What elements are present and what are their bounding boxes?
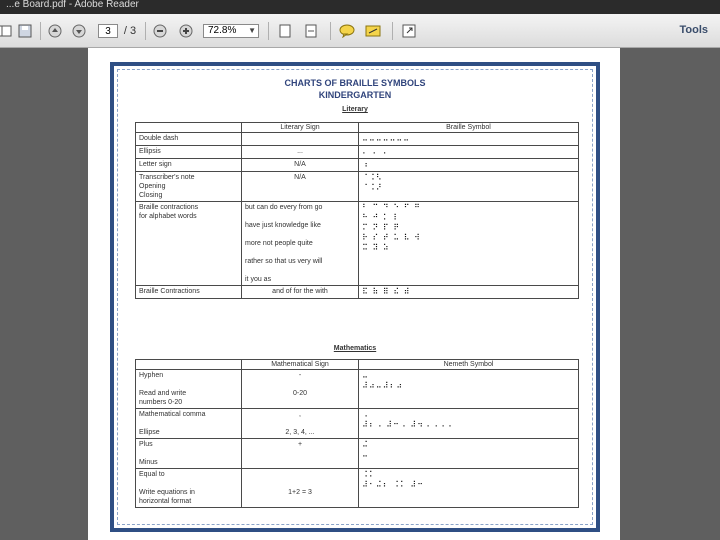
math-symbol-name-line: horizontal format — [139, 498, 192, 505]
math-symbol-name — [136, 370, 242, 409]
literary-symbol-name-line: Opening — [139, 183, 166, 190]
expand-icon[interactable] — [400, 23, 418, 39]
math-symbol-name-line: Write equations in — [139, 489, 195, 496]
literary-print-sign — [242, 172, 359, 202]
math-braille-cell — [359, 409, 579, 439]
math-print-sign-line — [245, 380, 355, 389]
math-print-sign-line: 0-20 — [292, 390, 307, 397]
literary-braille-dots: ⠓ ⠚ ⠅ ⠇ — [362, 213, 401, 222]
math-print-sign — [242, 439, 359, 469]
literary-print-sign-line: N/A — [294, 161, 306, 168]
literary-print-sign-line: but can do every from go — [245, 204, 323, 211]
fit-width-icon[interactable] — [302, 23, 320, 39]
math-header-row — [136, 360, 579, 370]
literary-braille-dots: ⠯ ⠷ ⠿ ⠮ ⠾ — [362, 287, 411, 296]
literary-print-sign-line: have just knowledge like — [245, 222, 321, 229]
math-print-sign — [242, 370, 359, 409]
toolbar — [0, 14, 720, 48]
literary-symbol-name — [136, 146, 242, 159]
zoom-in-icon[interactable] — [177, 23, 195, 39]
literary-symbol-name-line: for alphabet words — [139, 213, 197, 220]
next-page-icon[interactable] — [70, 23, 88, 39]
math-braille-dots: ⠤ — [362, 450, 369, 459]
math-symbol-name-line — [139, 479, 238, 488]
page-total: / 3 — [123, 25, 137, 37]
page-number-input[interactable]: 3 — [98, 24, 118, 38]
literary-braille-dots: ⠃ ⠉ ⠙ ⠑ ⠋ ⠛ — [362, 203, 421, 212]
previous-page-icon[interactable] — [46, 23, 64, 39]
literary-braille-dots: ⠍ ⠝ ⠏ ⠟ — [362, 223, 401, 232]
literary-braille-cell — [359, 133, 579, 146]
zoom-out-icon[interactable] — [151, 23, 169, 39]
literary-braille-dots: ⠗ ⠎ ⠞ ⠥ ⠧ ⠺ — [362, 233, 421, 242]
literary-row — [136, 159, 579, 172]
literary-print-sign — [242, 159, 359, 172]
math-symbol-name-line: Plus — [139, 441, 153, 448]
literary-braille-dots: ⠭ ⠽ ⠵ — [362, 243, 390, 252]
math-print-sign-line: + — [297, 441, 303, 448]
math-symbol-name-line — [139, 380, 238, 389]
literary-symbol-name-line: Braille contractions — [139, 204, 199, 211]
tools-button[interactable]: Tools — [679, 24, 708, 36]
literary-heading: Literary — [342, 106, 368, 113]
literary-braille-dots: ⠤⠤⠤⠤⠤⠤⠤ — [362, 134, 411, 143]
literary-print-sign-line: and of for the with — [272, 288, 328, 295]
sidebar-icon[interactable] — [0, 23, 14, 39]
literary-print-sign-line — [245, 134, 355, 143]
literary-print-sign-line — [245, 266, 355, 275]
literary-braille-cell — [359, 202, 579, 286]
math-symbol-name-line: Read and write — [139, 390, 187, 397]
literary-symbol-name-line: Ellipsis — [139, 148, 161, 155]
math-braille-dots: ⠬ — [362, 440, 369, 449]
literary-row — [136, 133, 579, 146]
math-symbol-name — [136, 409, 242, 439]
math-braille-cell — [359, 439, 579, 469]
math-print-sign — [242, 409, 359, 439]
braille-symbol-header: Braille Symbol — [359, 123, 579, 133]
fit-page-icon[interactable] — [276, 23, 294, 39]
literary-braille-dots: ⠈⠨⠜ — [362, 183, 383, 192]
math-print-sign-line — [245, 479, 355, 488]
literary-braille-cell — [359, 172, 579, 202]
math-symbol-name-line: numbers 0-20 — [139, 399, 183, 406]
pdf-page — [88, 48, 620, 540]
literary-symbol-name — [136, 202, 242, 286]
literary-sign-header: Literary Sign — [242, 123, 359, 133]
literary-symbol-name — [136, 172, 242, 202]
save-icon[interactable] — [16, 23, 34, 39]
math-row — [136, 439, 579, 469]
literary-row — [136, 202, 579, 286]
math-symbol-name-line — [139, 449, 238, 458]
math-symbol-name-line: Hyphen — [139, 372, 164, 379]
nemeth-symbol-header: Nemeth Symbol — [359, 360, 579, 370]
literary-print-sign-line: rather so that us very will — [245, 258, 323, 265]
math-symbol-name-line: Equal to — [139, 471, 165, 478]
math-braille-dots: ⠼⠴⠤⠼⠆⠴ — [362, 381, 404, 390]
literary-print-sign-line: ... — [297, 148, 303, 155]
zoom-value: 72.8% — [208, 25, 237, 36]
math-row — [136, 370, 579, 409]
literary-symbol-name-line: Braille Contractions — [139, 288, 200, 295]
math-print-sign-line: 2, 3, 4, ... — [285, 429, 315, 436]
math-symbol-name — [136, 439, 242, 469]
literary-name-header — [136, 123, 242, 133]
math-print-sign-line — [245, 470, 355, 479]
math-symbol-name-line: Ellipse — [139, 429, 160, 436]
math-braille-dots: ⠠ — [362, 410, 369, 419]
math-sign-header: Mathematical Sign — [242, 360, 359, 370]
literary-print-sign-line: it you as — [245, 276, 272, 283]
math-braille-dots: ⠨⠅ — [362, 470, 376, 479]
literary-symbol-name-line: Closing — [139, 192, 163, 199]
literary-print-sign — [242, 146, 359, 159]
literary-print-sign-line: more not people quite — [245, 240, 313, 247]
comment-icon[interactable] — [338, 23, 356, 39]
zoom-select[interactable] — [203, 24, 259, 38]
math-braille-dots: ⠤ — [362, 371, 369, 380]
math-braille-cell — [359, 370, 579, 409]
sign-icon[interactable] — [364, 23, 382, 39]
literary-symbol-name — [136, 133, 242, 146]
literary-table — [135, 122, 579, 299]
literary-braille-dots: ⠄ ⠄ ⠄ — [362, 147, 390, 156]
math-row — [136, 469, 579, 508]
literary-symbol-name-line: Double dash — [139, 135, 179, 142]
math-print-sign-line — [245, 419, 355, 428]
math-symbol-name — [136, 469, 242, 508]
math-print-sign-line: 1+2 = 3 — [288, 489, 312, 496]
literary-print-sign — [242, 202, 359, 286]
literary-print-sign-line — [245, 248, 355, 257]
literary-print-sign-line — [245, 212, 355, 221]
mathematics-table — [135, 359, 579, 508]
literary-braille-cell — [359, 159, 579, 172]
mathematics-heading: Mathematics — [333, 345, 377, 352]
math-print-sign-line: , — [299, 411, 301, 418]
page-border — [110, 62, 600, 532]
literary-header-row — [136, 123, 579, 133]
literary-braille-cell — [359, 146, 579, 159]
math-print-sign — [242, 469, 359, 508]
math-symbol-name-line — [139, 419, 238, 428]
document-viewer[interactable] — [0, 48, 720, 540]
literary-braille-dots: ⠈⠨⠣ — [362, 173, 383, 182]
literary-symbol-name-line: Transcriber's note — [139, 174, 195, 181]
literary-braille-dots: ⠰ — [362, 160, 369, 169]
math-name-header — [136, 360, 242, 370]
math-body — [136, 370, 579, 508]
math-symbol-name-line: Minus — [139, 459, 158, 466]
literary-print-sign-line — [245, 230, 355, 239]
literary-body — [136, 133, 579, 299]
literary-row — [136, 146, 579, 159]
literary-print-sign — [242, 133, 359, 146]
literary-braille-cell — [359, 286, 579, 299]
chevron-down-icon: ▼ — [248, 26, 256, 35]
math-print-sign-line: - — [298, 372, 302, 379]
math-row — [136, 409, 579, 439]
literary-print-sign — [242, 286, 359, 299]
literary-symbol-name — [136, 159, 242, 172]
literary-symbol-name — [136, 286, 242, 299]
literary-symbol-name-line: Letter sign — [139, 161, 172, 168]
document-title: CHARTS OF BRAILLE SYMBOLS — [284, 78, 426, 88]
math-braille-dots: ⠼⠆⠠ ⠼⠒⠠ ⠼⠲⠠ ⠄⠄⠄ — [362, 420, 455, 429]
math-symbol-name-line: Mathematical comma — [139, 411, 206, 418]
document-subtitle: KINDERGARTEN — [318, 90, 392, 100]
literary-print-sign-line: N/A — [294, 174, 306, 181]
literary-row — [136, 286, 579, 299]
math-braille-cell — [359, 469, 579, 508]
literary-row — [136, 172, 579, 202]
window-title: ...e Board.pdf - Adobe Reader — [0, 0, 720, 14]
math-braille-dots: ⠼⠂⠬⠆ ⠨⠅ ⠼⠒ — [362, 480, 424, 489]
